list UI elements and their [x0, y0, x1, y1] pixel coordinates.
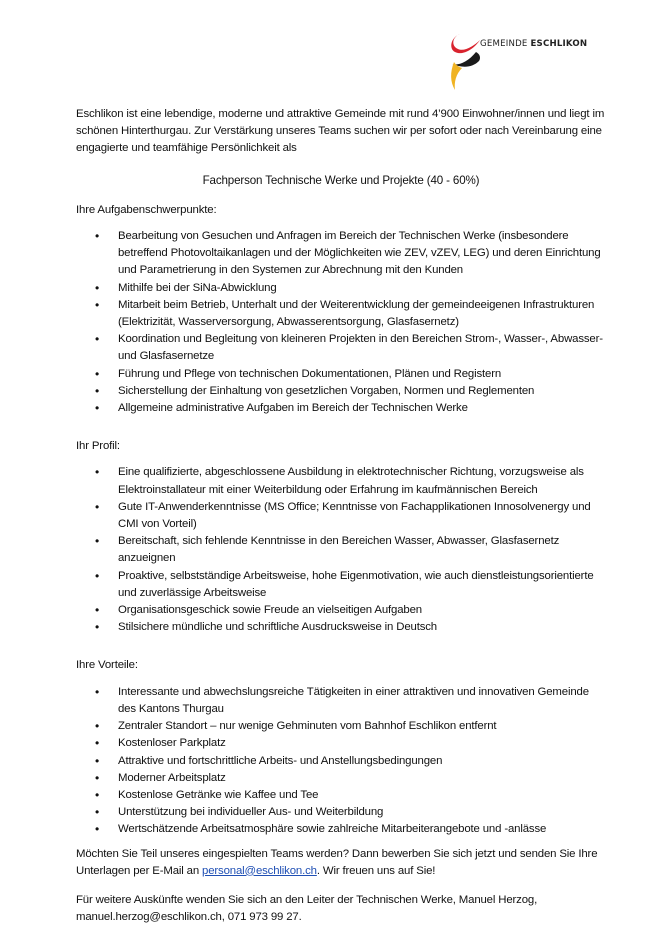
job-title: Fachperson Technische Werke und Projekte (40 - 60%) [202, 173, 480, 187]
list-item: • Attraktive und fortschrittliche Arbeits- und Anstellungsbedingungen [118, 753, 606, 770]
logo-mark-icon [446, 28, 482, 92]
section-profile [76, 438, 606, 636]
list-item: • Zentraler Standort – nur wenige Gehminuten vom Bahnhof Eschlikon entfernt [118, 718, 606, 735]
list-item: • Bearbeitung von Gesuchen und Anfragen im Bereich der Technischen Werke (insbesondere betreffend Photovoltaikanlagen und der Möglichkeiten wie ZEV, vZEV, LEG) und deren Einrichtung und Parametrierung in den Systemen zur Abrechnung mit den Kunden [118, 228, 606, 280]
section-title: Ihre Vorteile: [76, 659, 138, 672]
gemeinde-logo [446, 28, 636, 98]
list-item: • Unterstützung bei individueller Aus- und Weiterbildung [118, 804, 606, 821]
logo-wordmark: GEMEINDE ESCHLIKON [480, 39, 588, 49]
benefits-list [76, 684, 606, 839]
application-email-link[interactable]: personal@eschlikon.ch [202, 864, 317, 877]
list-item: • Allgemeine administrative Aufgaben im Bereich der Technischen Werke [118, 400, 606, 417]
list-item: • Bereitschaft, sich fehlende Kenntnisse in den Bereichen Wasser, Abwasser, Glasfasernetz anzueignen [118, 533, 606, 567]
list-item: • Mitarbeit beim Betrieb, Unterhalt und der Weiterentwicklung der gemeindeeigenen Infrastrukturen (Elektrizität, Wasserversorgung, Abwasserentsorgung, Glasfasernetz) [118, 297, 606, 331]
list-item: • Interessante und abwechslungsreiche Tätigkeiten in einer attraktiven und innovativen Gemeinde des Kantons Thurgau [118, 684, 606, 718]
list-item: • Eine qualifizierte, abgeschlossene Ausbildung in elektrotechnischer Richtung, vorzugsweise als Elektroinstallateur mit einer Weiterbildung oder Erfahrung im kaufmännischen Bereich [118, 464, 606, 498]
list-item: • Koordination und Begleitung von kleineren Projekten in den Bereichen Strom-, Wasser-, Abwasser- und Glasfasernetze [118, 331, 606, 365]
contact-paragraph: Für weitere Auskünfte wenden Sie sich an den Leiter der Technischen Werke, Manuel Herzog, manuel.herzog@eschlikon.ch, 071 973 99 27. [76, 893, 538, 924]
list-item: • Kostenloser Parkplatz [118, 735, 606, 752]
section-benefits [76, 657, 606, 838]
list-item: • Proaktive, selbstständige Arbeitsweise, hohe Eigenmotivation, wie auch dienstleistungsorientierte und zuverlässige Arbeitsweise [118, 568, 606, 602]
list-item: • Sicherstellung der Einhaltung von gesetzlichen Vorgaben, Normen und Reglementen [118, 383, 606, 400]
list-item: • Wertschätzende Arbeitsatmosphäre sowie zahlreiche Mitarbeiterangebote und -anlässe [118, 821, 606, 838]
job-posting [76, 106, 606, 926]
list-item: • Kostenlose Getränke wie Kaffee und Tee [118, 787, 606, 804]
list-item: • Stilsichere mündliche und schriftliche Ausdrucksweise in Deutsch [118, 619, 606, 636]
application-paragraph: Möchten Sie Teil unseres eingespielten Teams werden? Dann bewerben Sie sich jetzt und senden Sie Ihre Unterlagen per E-Mail an personal@eschlikon.ch. Wir freuen uns auf Sie! [76, 847, 598, 877]
list-item: • Gute IT-Anwenderkenntnisse (MS Office; Kenntnisse von Fachapplikationen Innosolvenergy und CMI von Vorteil) [118, 499, 606, 533]
section-title: Ihre Aufgabenschwerpunkte: [76, 203, 217, 216]
list-item: • Führung und Pflege von technischen Dokumentationen, Plänen und Registern [118, 366, 606, 383]
profile-list [76, 464, 606, 636]
list-item: • Moderner Arbeitsplatz [118, 770, 606, 787]
list-item: • Organisationsgeschick sowie Freude an vielseitigen Aufgaben [118, 602, 606, 619]
list-item: • Mithilfe bei der SiNa-Abwicklung [118, 280, 606, 297]
task-list [76, 228, 606, 417]
intro-paragraph: Eschlikon ist eine lebendige, moderne und attraktive Gemeinde mit rund 4’900 Einwohner/innen und liegt im schönen Hinterthurgau. Zur Verstärkung unseres Teams suchen wir per sofort oder nach Vereinbarung eine engagierte und teamfähige Persönlichkeit als [76, 108, 605, 155]
section-tasks [76, 202, 606, 417]
section-title: Ihr Profil: [76, 440, 120, 453]
